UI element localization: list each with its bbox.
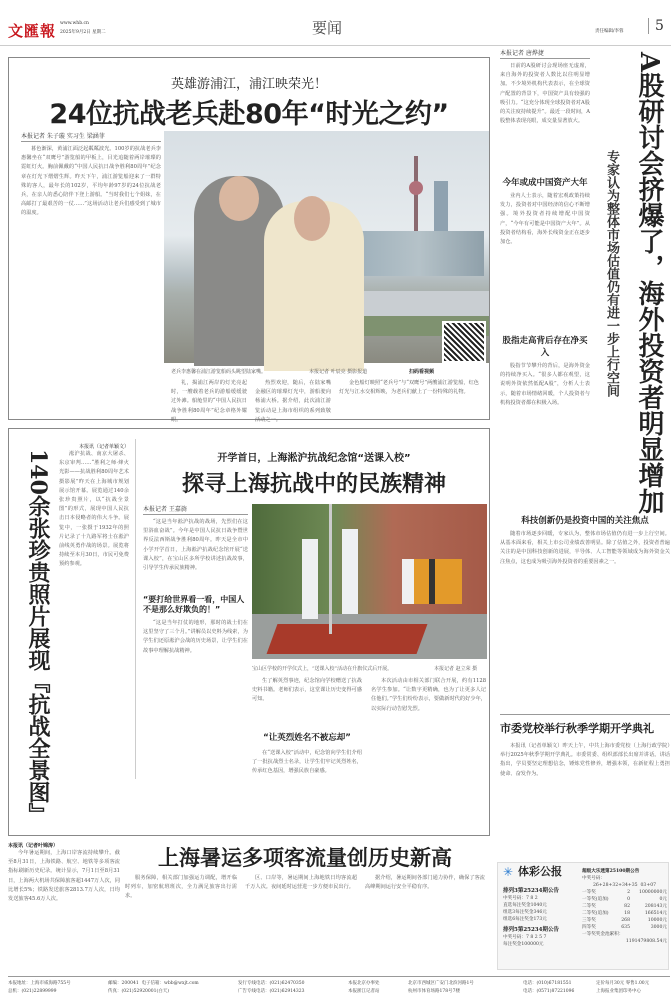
p3-line: 中奖号码：7 8 2 <box>503 896 538 901</box>
middle-col2: 生了解英烈事迹，纪念馆向学校赠送了抗战史料书籍。老师们表示，这堂课让历史变得可感可知。 <box>252 678 362 703</box>
footer-fax: 传真：(021)52920001(白天) <box>108 989 170 994</box>
dlt-title: 超级大乐透第25100期公告 <box>582 869 640 874</box>
section-title: 要闻 <box>312 19 343 37</box>
middle-section <box>8 428 490 836</box>
dlt-numbers: 26+28+32+34+35 03+07 <box>592 883 657 888</box>
page-number: 5 <box>648 18 664 34</box>
logo: 文匯報 <box>8 22 57 40</box>
p3-title: 排列3第25234期公告 <box>503 888 559 894</box>
middle-section1: “要打给世界看一看，中国人不是那么好欺负的！” <box>143 595 245 614</box>
bottom-col3: 区、口岸等，暑运期间上海地铁日均客流超千万人次。夜间延时运营进一步方便市民出行。 <box>245 875 357 891</box>
right-body1: 日前的A股研讨会现场座无虚席，来自海外的投资者人数比以往明显增加。不少境外机构代表表示，在全球资产配置的背景下，中国资产具有较强的吸引力。“这充分体现全球投资者对A股的关注度持续提升”。最近一段时间，A股整体表现亮眼，成交量显著放大。 <box>500 63 590 125</box>
middle-col2b: 在“送课入校”活动中，纪念馆向学生们介绍了一批抗战烈士名录，让学生们牢记英烈姓名，传承红色基因，增强民族自豪感。 <box>252 750 362 775</box>
dlt-prize-cell: 四等奖 <box>582 925 596 930</box>
dlt-prize-row <box>582 896 667 903</box>
dlt-prize-cell: 二等奖(追加) <box>582 911 609 916</box>
right-subheadline: 专家认为整体市场估值仍有进一步上行空间 <box>604 150 619 397</box>
dlt-prize-cell: 三等奖 <box>582 918 596 923</box>
party-school-body: 本报讯（记者单颖文）昨天上午，中共上海市委党校（上海行政学院）举行2025年秋季学期开学典礼。市委常委、组织部部长出席并讲话。讲话指出，学员要坚定理想信念，锤炼党性修养，增强本领，在新征程上勇担使命、奋发作为。 <box>500 743 670 777</box>
left-body: 淞沪抗战、南京大屠杀、东京审判……“胜利之师·烽火光影——抗战胜利80周年艺术摄影展”昨天在上海城市规划展示馆开幕。展览通过140余张珍贵照片，以“抗战全景图”的形式，展现中国人民抗击日本侵略者的伟大斗争。展览中，一张摄于1932年的照片记录了十九路军将士在淞沪前线英勇作战的场景。展览将持续至本月30日，市民可免费预约参观。 <box>59 451 129 568</box>
middle-photo-caption: 宝山区学校的开学仪式上，“送课入校”活动在升旗仪式后开展。 <box>252 666 393 672</box>
footer-office2: 本报浙江记者站 <box>348 989 380 994</box>
right-section3: 科技创新仍是投资中国的关注焦点 <box>521 516 649 526</box>
dlt-prize-cell: 18 <box>624 911 630 916</box>
top-kicker: 英雄游浦江，浦江映荣光！ <box>170 77 327 92</box>
right-body2: 业内人士表示，随着宏观政策持续发力，投资者对中国经济的信心不断增强。境外投资者持续增配中国资产，“今年有可能是中国资产大年”。从投资者结构看，海外长线资金正在逐步加仓。 <box>500 193 590 246</box>
bottom-headline: 上海暑运多项客流量创历史新高 <box>158 845 452 870</box>
left-headline: 140余张珍贵照片展现『抗战全景图』 <box>25 449 51 825</box>
left-byline: 本报讯（记者单颖文） <box>78 444 129 450</box>
middle-col3: 本次活动由市相关部门联合开展，约有1128名学生参加。“让数字更精确，也为了让更多人记住他们。”学生们纷纷表示，要做新时代的好少年，以实际行动告慰先烈。 <box>371 678 486 712</box>
footer-email: 电子信箱：wbb@wxjt.com <box>141 981 199 986</box>
dlt-prize-cell: 635 <box>621 925 630 930</box>
footer-office1-addr: 北京市西城区广安门北滨河路1号 <box>408 981 474 986</box>
dlt-prize-row <box>582 889 667 896</box>
dlt-prize-cell: 10000000元 <box>639 890 667 895</box>
p3-line: 组选3每注奖金346元 <box>503 910 547 915</box>
dlt-prize-cell: 一等奖(追加) <box>582 897 609 902</box>
dlt-pool-label: 一等奖奖金池累积： <box>582 932 624 937</box>
editor: 责任编辑/李蓉 <box>595 29 624 34</box>
dlt-prize-cell: 3000元 <box>650 925 667 930</box>
bottom-col4: 据介绍，暑运期间各部门通力协作，确保了客流高峰期间运行安全平稳有序。 <box>365 875 485 891</box>
middle-body1: “这是当年淞沪抗战的战场，先烈们在这里浴血奋战”。今年是中国人民抗日战争暨世界反法西斯战争胜利80周年。昨天是全市中小学开学首日，上海淞沪抗战纪念馆开展“送课入校”，在宝山区多所学校讲述抗战故事，引导学生传承民族精神。 <box>143 519 248 572</box>
qr-code[interactable] <box>442 321 486 363</box>
right-section1: 今年或成中国资产大年 <box>502 178 588 188</box>
middle-headline: 探寻上海抗战中的民族精神 <box>181 471 446 497</box>
bottom-body: 今年暑运期间，上海口岸客流持续攀升。截至8月31日，上海铁路、航空、地铁等多项客流指标刷新历史纪录。统计显示，7月1日至8月31日，上海两大机场共保障旅客超1447万人次，同比增长5%；铁路发送旅客2813.7万人次，日均发送旅客45.6万人次。 <box>8 850 120 903</box>
dlt-prize-cell: 二等奖 <box>582 904 596 909</box>
date: 2025年9月2日 星期二 <box>60 30 106 35</box>
qr-label[interactable]: 扫码看视频 <box>409 369 435 375</box>
dlt-prize-cell: 208143元 <box>644 904 667 909</box>
p3-line: 组选6每注奖金173元 <box>503 917 547 922</box>
right-body3: 股指节节攀升的背后，是海外资金的持续净买入。“很多人都在观望，这说明外资依然低配A股”，分析人士表示，随着市场情绪回暖，个人投资者与机构投资者都在积极入场。 <box>500 363 590 406</box>
bottom-byline: 本报讯（记者叶锦涛） <box>8 843 59 849</box>
middle-photo-credit: 本报记者 赵立荣 摄 <box>434 666 478 672</box>
top-body: 暮色渐深，黄浦江面泛起粼粼波光。100岁的抗战老兵李惠馨坐在“双鹰号”游览船的甲板上，目光追随着两岸璀璨的霓虹灯火。胸前佩戴的“中国人民抗日战争胜利80周年”纪念章在灯光下熠熠生辉。昨天下午，浦江游览船迎来了一群特殊的客人，最年长的102岁，平均年龄97岁的24位抗战老兵，在亲人的悉心陪伴下登上游船。“当时我们七个姐妹，在高邮打了最艰苦的一仗……”这场活动让老兵们感受到了城市的温度。 <box>21 146 161 217</box>
site-url: www.whb.cn <box>60 21 89 26</box>
middle-byline: 本报记者 王嘉旖 <box>143 504 248 515</box>
footer-office1: 本报北京办事处 <box>348 981 380 986</box>
party-school-headline: 市委党校举行秋季学期开学典礼 <box>500 722 654 735</box>
dlt-prize-cell: 2 <box>627 890 630 895</box>
dlt-numbers-label: 中奖号码： <box>582 876 605 881</box>
top-headline: 24位抗战老兵赴80年“时光之约” <box>49 99 449 130</box>
lottery-box <box>497 862 669 970</box>
dlt-prize-cell: 82 <box>624 904 630 909</box>
left-body-tail <box>19 781 129 826</box>
footer-price: 定价每月30元 零售1.00元 <box>596 981 650 986</box>
bottom-col2: 服务保障，相关部门加强运力调配，增开临时列车，加密航班班次，全力满足旅客出行需求。 <box>125 875 237 900</box>
dlt-prize-cell: 0元 <box>659 897 667 902</box>
dlt-prize-cell: 10000元 <box>647 918 667 923</box>
top-photo-credit: 本报记者 叶辰亮 摄影报道 <box>309 369 368 375</box>
footer-printer: 上海报业集团印务中心 <box>596 989 641 994</box>
footer-hotline1: 发行专线电话：(021)62470350 <box>238 981 305 986</box>
footer-tel2: 电话：(0571)87221096 <box>523 989 575 994</box>
p5-line: 每注奖金100000元 <box>503 942 544 947</box>
right-headline: A股研讨会挤爆了，海外投资者明显增加 <box>634 52 664 515</box>
middle-photo <box>252 504 487 659</box>
right-byline: 本报记者 唐烨捷 <box>500 48 590 59</box>
p5-title: 排列5第25234期公告 <box>503 927 559 933</box>
footer-address: 本报地址：上海市威海路755号 <box>8 981 71 986</box>
middle-kicker: 开学首日，上海淞沪抗战纪念馆“送课入校” <box>217 453 411 464</box>
footer-office2-addr: 杭州市体育场路178号7楼 <box>408 989 460 994</box>
masthead <box>0 0 671 46</box>
top-col4: 金色船灯映照“老兵号”与“双鹰号”两艘浦江游览船，红色灯光与江水交相辉映，为老兵们献上了一份特殊的礼物。 <box>339 380 479 396</box>
right-section2: 股指走高背后存在净买入 <box>502 336 588 358</box>
footer-tel: 电话：(010)67181551 <box>523 981 572 986</box>
middle-body2: “这是当年打仗的地形，那时的战士们在这里坚守了三个月。”讲解员以史料为线索，为学生们还原淞沪会战的历史场景，让学生们在故事中理解抗战精神。 <box>143 620 248 654</box>
dlt-prize-cell: 一等奖 <box>582 890 596 895</box>
top-story <box>8 57 490 423</box>
dlt-prize-row <box>582 917 667 924</box>
footer-phone: 总机：(021)22899999 <box>8 989 57 994</box>
dlt-prize-cell: 268 <box>621 918 630 923</box>
top-byline: 本报记者 朱子璇 实习生 梁涵菲 <box>21 131 161 142</box>
footer-hotline2: 广告专线电话：(021)62914323 <box>238 989 305 994</box>
top-photo-caption: 老兵李惠馨在浦江游览船码头眺望陆家嘴。 <box>171 369 267 375</box>
dlt-prize-row <box>582 903 667 910</box>
top-col3: 热烈欢迎，随后，在陆家嘴金融区的璀璨灯光中，游船驶向杨浦大桥。据介绍，此次浦江游览活动是上海市组织的系列致敬活动之一。 <box>255 380 331 423</box>
footer-post: 邮编：200041 <box>108 981 139 986</box>
top-col2: 礼，揭浦江两岸的灯光亮起时，一艘载着老兵的游船缓缓驶过外滩。船舱里的“中国人民抗日战争胜利80周年”纪念章格外耀眼。 <box>171 380 247 423</box>
lottery-logo-icon: ✳ <box>503 865 514 879</box>
dlt-prize-cell: 166514元 <box>644 911 667 916</box>
p3-line: 直选每注奖金1040元 <box>503 903 547 908</box>
dlt-pool: 1191479808.54元 <box>625 939 667 944</box>
middle-section2: “让英烈姓名不被忘却” <box>263 733 351 743</box>
top-photo <box>164 131 489 363</box>
dlt-prize-row <box>582 910 667 917</box>
right-body4: 随着市场逐步回暖，专家认为，整体市场估值仍有进一步上行空间。从基本面来看，相关上市公司业绩改善明显。除了估值之外，投资者普遍关注的是中国科技创新的进展，半导体、人工智能等领域成为海外资金关注焦点，这也成为吸引海外投资者的重要因素之一。 <box>500 531 670 565</box>
p5-line: 中奖号码：7 8 2 5 7 <box>503 935 547 940</box>
lottery-title: 体彩公报 <box>518 865 562 878</box>
dlt-prize-cell: 0 <box>627 897 630 902</box>
dlt-prize-row <box>582 924 667 931</box>
